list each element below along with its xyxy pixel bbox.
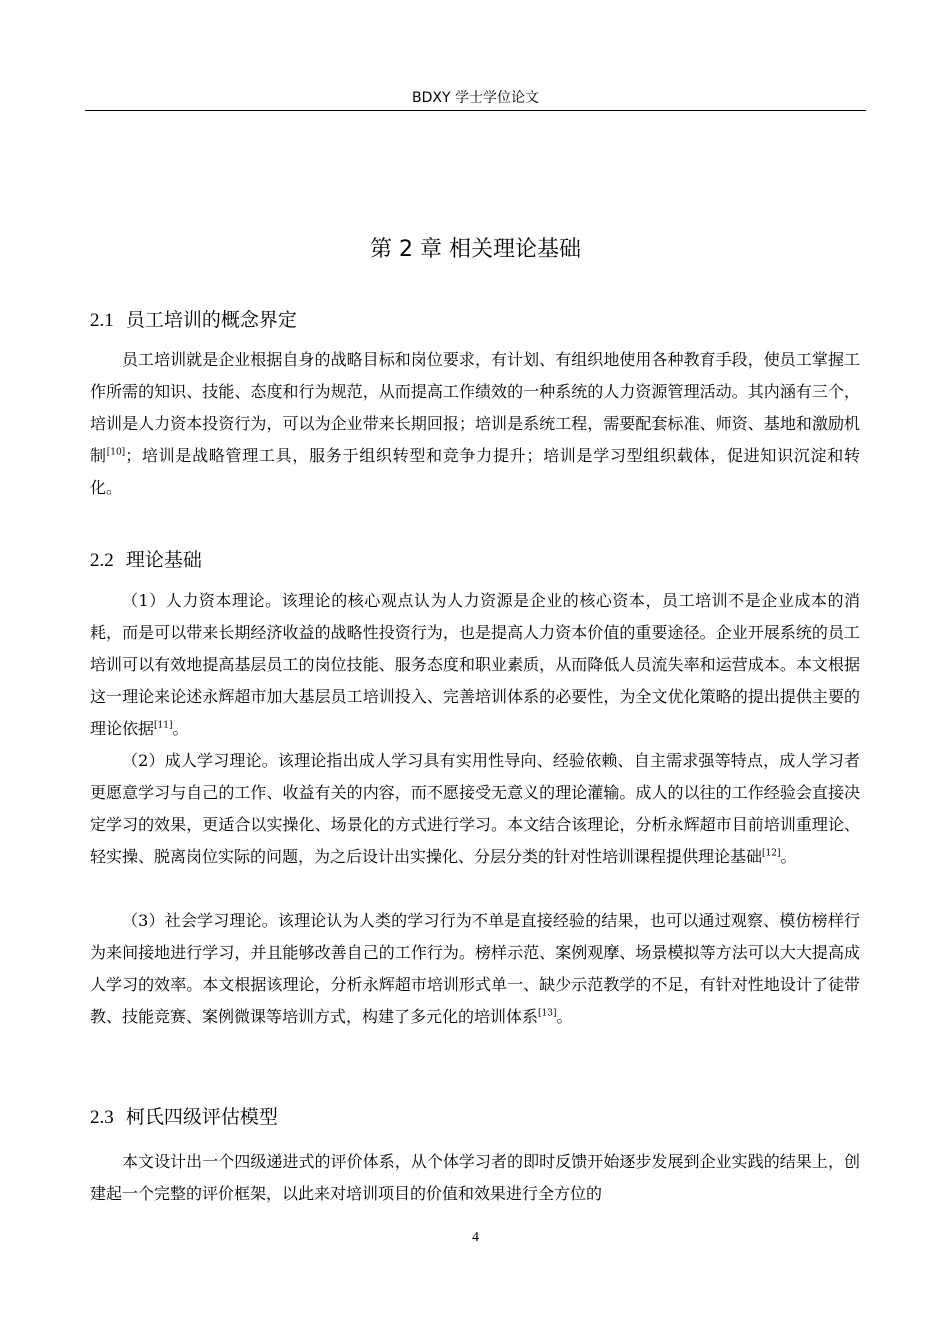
section-number: 2.2 — [90, 550, 114, 571]
citation-ref: [12] — [762, 848, 781, 859]
section-number: 2.3 — [90, 1107, 114, 1128]
section-title-text: 理论基础 — [125, 549, 202, 571]
section-title-text: 员工培训的概念界定 — [125, 309, 297, 331]
header-rule — [85, 110, 866, 111]
paragraph: 本文设计出一个四级递进式的评价体系，从个体学习者的即时反馈开始逐步发展到企业实践的结果上，创建起一个完整的评价框架，以此来对培训项目的价值和效果进行全方位的 — [90, 1152, 860, 1203]
paragraph: （1）人力资本理论。该理论的核心观点认为人力资源是企业的核心资本，员工培训不是企业成本的消耗，而是可以带来长期经济收益的战略性投资行为，也是提高人力资本价值的重要途径。企业开展系统的员工培训可以有效地提高基层员工的岗位技能、服务态度和职业素质，从而降低人员流失率和运营成本。本文根据这一理论来论述永辉超市加大基层员工培训投入、完善培训体系的必要性，为全文优化策略的提出提供主要的理论依据[11]。 — [90, 591, 860, 738]
paragraph: （2）成人学习理论。该理论指出成人学习具有实用性导向、经验依赖、自主需求强等特点，成人学习者更愿意学习与自己的工作、收益有关的内容，而不愿接受无意义的理论灌输。成人的以往的工作经验会直接决定学习的效果，更适合以实操化、场景化的方式进行学习。本文结合该理论，分析永辉超市目前培训重理论、轻实操、脱离岗位实际的问题，为之后设计出实操化、分层分类的针对性培训课程提供理论基础[12]。 — [90, 751, 860, 866]
citation-ref: [13] — [538, 1008, 557, 1019]
citation-ref: [10] — [106, 447, 126, 458]
section-heading-2-2 — [90, 546, 202, 575]
section-number: 2.1 — [90, 310, 114, 331]
page-number: 4 — [472, 1230, 479, 1245]
chapter-title: 第 2 章 相关理论基础 — [370, 237, 581, 262]
section-heading-2-3 — [90, 1103, 278, 1132]
paragraph: 员工培训就是企业根据自身的战略目标和岗位要求，有计划、有组织地使用各种教育手段，使员工掌握工作所需的知识、技能、态度和行为规范，从而提高工作绩效的一种系统的人力资源管理活动。其内涵有三个，培训是人力资本投资行为，可以为企业带来长期回报；培训是系统工程，需要配套标准、师资、基地和激励机制[10]；培训是战略管理工具，服务于组织转型和竞争力提升；培训是学习型组织载体，促进知识沉淀和转化。 — [90, 350, 860, 497]
running-header: BDXY 学士学位论文 — [412, 90, 539, 106]
section-title-text: 柯氏四级评估模型 — [125, 1106, 278, 1128]
section-heading-2-1 — [90, 306, 297, 335]
citation-ref: [11] — [154, 720, 173, 731]
paragraph: （3）社会学习理论。该理论认为人类的学习行为不单是直接经验的结果，也可以通过观察、模仿榜样行为来间接地进行学习，并且能够改善自己的工作行为。榜样示范、案例观摩、场景模拟等方法可以大大提高成人学习的效率。本文根据该理论，分析永辉超市培训形式单一、缺少示范教学的不足，有针对性地设计了徒带教、技能竞赛、案例微课等培训方式，构建了多元化的培训体系[13]。 — [90, 911, 860, 1026]
